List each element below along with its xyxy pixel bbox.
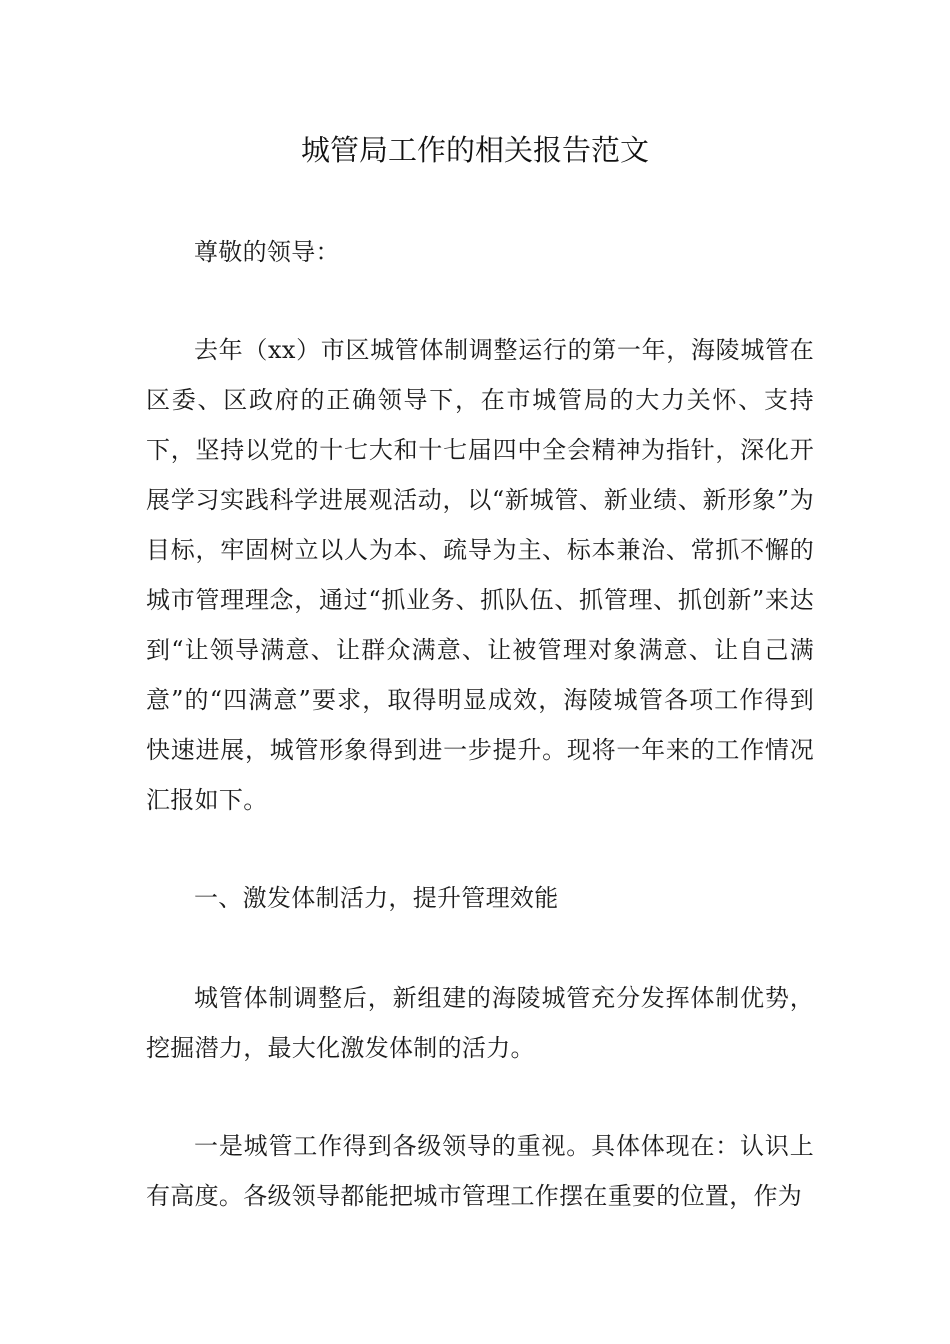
document-title: 城管局工作的相关报告范文: [300, 133, 649, 167]
body-paragraph-3: 一是城管工作得到各级领导的重视。具体体现在：认识上有高度。各级领导都能把城市管理工作摆在重要的位置，作为: [146, 1132, 814, 1210]
body-paragraph-2: 城管体制调整后，新组建的海陵城管充分发挥体制优势，挖掘潜力，最大化激发体制的活力。: [146, 984, 814, 1062]
section-heading-1: 一、激发体制活力，提升管理效能: [194, 884, 559, 912]
salutation: 尊敬的领导：: [194, 238, 340, 266]
body-paragraph-1: 去年（xx）市区城管体制调整运行的第一年，海陵城管在区委、区政府的正确领导下，在市城管局的大力关怀、支持下，坚持以党的十七大和十七届四中全会精神为指针，深化开展学习实践科学进展观活动，以“新城管、新业绩、新形象”为目标，牢固树立以人为本、疏导为主、标本兼治、常抓不懈的城市管理理念，通过“抓业务、抓队伍、抓管理、抓创新”来达到“让领导满意、让群众满意、让被管理对象满意、让自己满意”的“四满意”要求，取得明显成效，海陵城管各项工作得到快速进展，城管形象得到进一步提升。现将一年来的工作情况汇报如下。: [146, 336, 814, 814]
